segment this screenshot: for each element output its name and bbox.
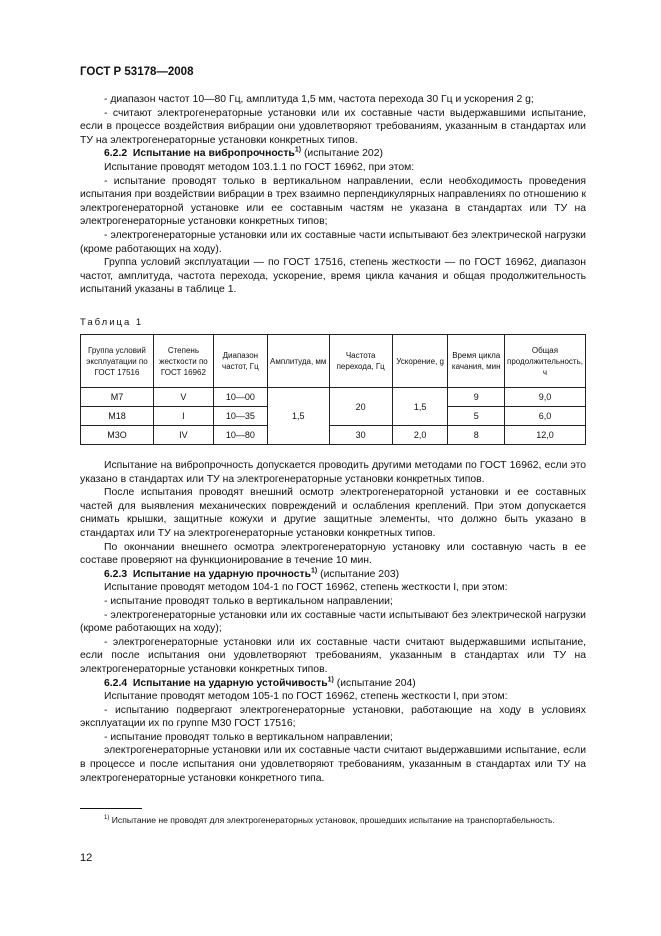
table-cell: I [153,407,213,426]
table-header: Общая продолжительность, ч [504,335,585,388]
table-cell: 10—35 [213,407,267,426]
paragraph: По окончании внешнего осмотра электрогенераторную установку или составную часть в ее составе проверяют на функционирование в течение 10 мин. [80,541,586,567]
table-header: Частота перехода, Гц [329,335,392,388]
section-heading-6-2-3 [80,568,586,582]
table-1 [80,334,586,445]
table-row [81,426,586,445]
section-number: 6.2.4 [104,677,128,689]
section-test-id: (испытание 202) [301,148,383,160]
paragraph: - электрогенераторные установки или их составные части испытывают без электрической нагрузки (кроме работающих на ходу); [80,609,586,635]
footnote-ref: 1) [294,146,302,154]
paragraph: - испытание проводят только в вертикальном направлении, если необходимость проведения испытания при воздействии вибрации в трех взаимно перпендикулярных направлениях по отношению к электрогенераторной установке или ее составным частям не указана в стандартах или ТУ на электрогенераторные установки конкретных типов; [80,175,586,228]
table-cell: 5 [448,407,504,426]
table-header: Время цикла качания, мин [448,335,504,388]
document-header: ГОСТ Р 53178—2008 [80,66,194,78]
table-cell-accel: 1,5 [392,388,448,426]
section-number: 6.2.3 [104,568,128,580]
table-cell-amplitude: 1,5 [267,388,329,445]
paragraph: Группа условий эксплуатации — по ГОСТ 17516, степень жесткости — по ГОСТ 16962, диапазон частот, амплитуда, частота перехода, ускорение, время цикла качания и общая продолжительность испытаний указаны в таблице 1. [80,257,586,296]
paragraph: - электрогенераторные установки или их составные части испытывают без электрической нагрузки (кроме работающих на ходу). [80,229,586,255]
section-test-id: (испытание 204) [333,677,416,689]
table-header: Группа условий эксплуатации по ГОСТ 17516 [81,335,154,388]
table-cell: 6,0 [504,407,585,426]
table-cell: 9,0 [504,388,585,407]
table-cell: 2,0 [392,426,448,445]
table-header: Степень жесткости по ГОСТ 16962 [153,335,213,388]
footnote-ref: 1) [327,676,334,684]
table-cell: 30 [329,426,392,445]
footnote-text: Испытание не проводят для электрогенераторных установок, прошедших испытание на транспортабельность. [109,815,555,825]
paragraph: Испытание проводят методом 103.1.1 по ГОСТ 16962, при этом: [104,161,415,173]
footnote-marker: 1) [104,815,110,822]
section-heading-6-2-4 [80,677,586,691]
table-cell-freq: 20 [329,388,392,426]
table-header: Ускорение, g [392,335,448,388]
table-cell: М7 [81,388,154,407]
table-header-row [81,335,586,388]
section-number: 6.2.2 [104,148,128,160]
table-cell: 12,0 [504,426,585,445]
paragraph: - испытанию подвергают электрогенераторные установки, работающие на ходу в условиях эксплуатации их по группе М30 ГОСТ 17516; [80,704,586,730]
paragraph: Испытание на вибропрочность допускается проводить другими методами по ГОСТ 16962, если это указано в стандартах или ТУ на электрогенераторные установки конкретных типов. [80,460,586,485]
paragraph: - испытание проводят только в вертикальном направлении; [104,595,393,607]
paragraph: Испытание проводят методом 104-1 по ГОСТ 16962, степень жесткости I, при этом: [104,582,508,594]
footnote-ref: 1) [310,567,318,575]
table-cell: М3О [81,426,154,445]
section-heading-6-2-2 [80,147,586,161]
section-title: Испытание на ударную прочность [132,568,311,580]
paragraph: - электрогенераторные установки или их составные части считают выдержавшими испытание, если после испытания они удовлетворяют требованиям, указанным в стандартах или ТУ на электрогенераторные установки конкретных типов. [80,636,586,675]
paragraph: электрогенераторные установки или их составные части считают выдержавшими испытание, если в процессе и после испытания они удовлетворяют требованиям, указанным в стандартах или ТУ на электрогенераторные установки конкретного типа. [80,745,586,784]
section-title: Испытание на ударную устойчивость [132,677,328,689]
page-number: 12 [80,852,93,864]
paragraph: - считают электрогенераторные установки или их составные части выдержавшими испытание, если в процессе воздействия вибрации они удовлетворяют требованиям, указанным в стандартах или ТУ на электрогенераторные установки конкретных типов. [80,107,586,146]
footnote [80,814,586,826]
table-header: Диапазон частот, Гц [213,335,267,388]
table-cell: IV [153,426,213,445]
table-cell: 10—00 [213,388,267,407]
table-caption: Таблица 1 [80,317,144,328]
table-cell: 8 [448,426,504,445]
paragraph: - диапазон частот 10—80 Гц, амплитуда 1,5 мм, частота перехода 30 Гц и ускорения 2 g; [104,94,534,105]
table-row [81,388,586,407]
table-cell: 9 [448,388,504,407]
body-top [80,93,586,297]
table-header: Амплитуда, мм [267,335,329,388]
paragraph: После испытания проводят внешний осмотр электрогенераторной установки и ее составных частей для выявления механических повреждений и ослабления креплений. При этом допускается снимать крышки, защитные кожухи и другие защитные элементы, что должно быть указано в стандартах или ТУ на электрогенераторные установки конкретных типов. [80,487,586,539]
table-cell: 10—80 [213,426,267,445]
section-test-id: (испытание 203) [317,568,400,580]
body-bottom [80,459,586,785]
table-cell: V [153,388,213,407]
footnote-divider [80,808,142,809]
paragraph: - испытание проводят только в вертикальном направлении; [104,731,393,743]
paragraph: Испытание проводят методом 105-1 по ГОСТ 16962, степень жесткости I, при этом: [104,691,508,703]
table-cell: М18 [81,407,154,426]
section-title: Испытание на вибропрочность [132,148,295,160]
